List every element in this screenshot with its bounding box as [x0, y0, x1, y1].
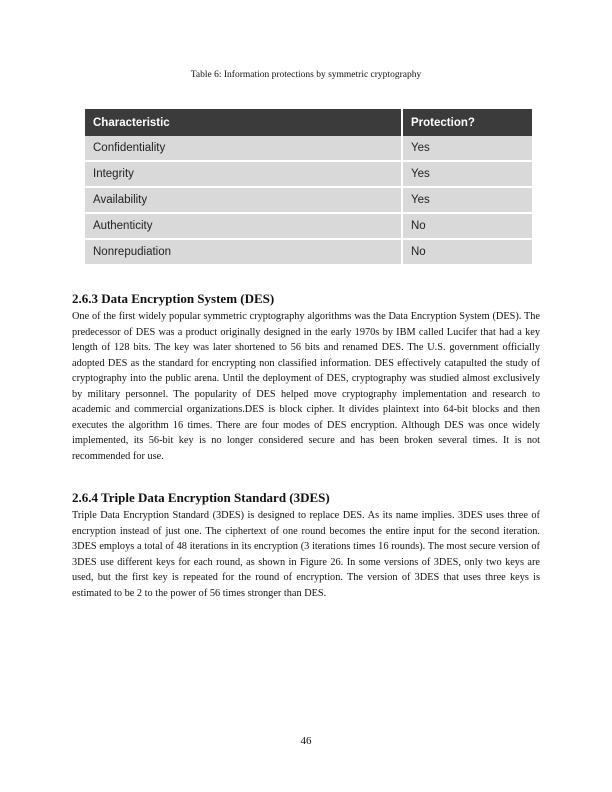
section-paragraph-3des: Triple Data Encryption Standard (3DES) is designed to replace DES. As its name implies. 3DES uses three of encryption instead of just one. The ciphertext of one round becomes the entire input for the second iteration. 3DES employs a total of 48 iterations in its encryption (3 iterations times 16 rounds). The most secure version of 3DES use different keys for each round, as shown in Figure 26. In some versions of 3DES, only two keys are used, but the first key is repeated for the round of encryption. The version of 3DES that uses three keys is estimated to be 2 to the power of 56 times stronger than DES.: [72, 510, 540, 599]
table-row: [85, 136, 532, 161]
table-cell-characteristic: Nonrepudiation: [85, 239, 402, 265]
section-heading-3des: 2.6.4 Triple Data Encryption Standard (3DES): [72, 490, 330, 505]
table-row: [85, 161, 532, 187]
table-cell-protection: Yes: [402, 187, 532, 213]
table-caption: Table 6: Information protections by symmetric cryptography: [190, 70, 422, 80]
section-heading-des: 2.6.3 Data Encryption System (DES): [72, 291, 275, 306]
table-cell-characteristic: Authenticity: [85, 213, 402, 239]
table-row: [85, 213, 532, 239]
table-cell-protection: No: [402, 239, 532, 265]
column-header-characteristic: Characteristic: [85, 109, 402, 136]
column-header-protection: Protection?: [402, 109, 532, 136]
table-header-row: [85, 109, 532, 136]
table-cell-protection: No: [402, 213, 532, 239]
section-paragraph-des: One of the first widely popular symmetric cryptography algorithms was the Data Encryption System (DES). The predecessor of DES was a product originally designed in the early 1970s by IBM called Lucifer that had a key length of 128 bits. The key was later shortened to 56 bits and renamed DES. The U.S. government officially adopted DES as the standard for encrypting non classified information. DES effectively catapulted the study of cryptography into the public arena. Until the deployment of DES, cryptography was studied almost exclusively by military personnel. The popularity of DES helped move cryptography implementation and research to academic and commercial organizations.DES is block cipher. It divides plaintext into 64-bit blocks and then executes the algorithm 16 times. There are four modes of DES encryption. Although DES was once widely implemented, its 56-bit key is no longer considered secure and has been broken several times. It is not recommended for use.: [72, 311, 540, 462]
table-cell-characteristic: Integrity: [85, 161, 402, 187]
table-cell-characteristic: Availability: [85, 187, 402, 213]
table-cell-characteristic: Confidentiality: [85, 136, 402, 161]
table-row: [85, 239, 532, 265]
page-number: 46: [300, 735, 312, 747]
table-row: [85, 187, 532, 213]
table-cell-protection: Yes: [402, 161, 532, 187]
protection-table: [85, 109, 532, 266]
table-cell-protection: Yes: [402, 136, 532, 161]
